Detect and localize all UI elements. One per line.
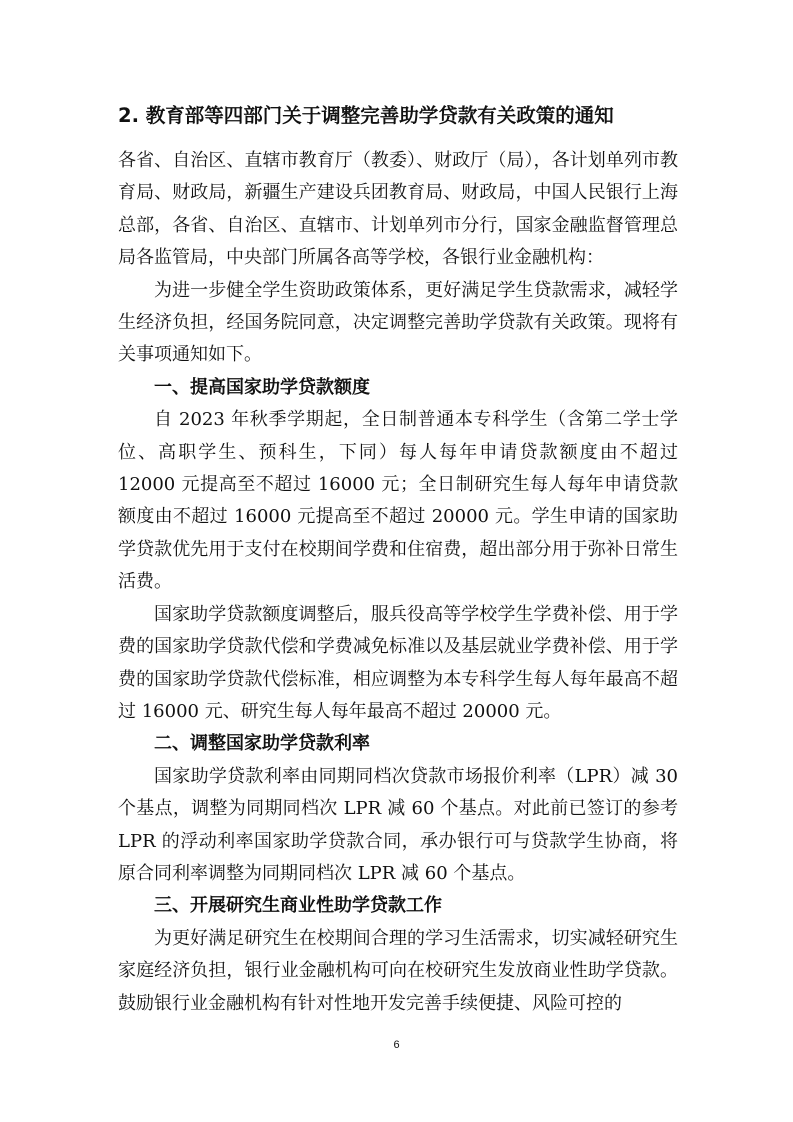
section-1-paragraph-1: 自 2023 年秋季学期起，全日制普通本专科学生（含第二学士学位、高职学生、预科生，下同）每人每年申请贷款额度由不超过 12000 元提高至不超过 16000 元；全日制研究生每人每年申请贷款额度由不超过 16000 元提高至不超过 20000 元。学生申请的国家助学贷款优先用于支付在校期间学费和住宿费，超出部分用于弥补日常生活费。 (118, 409, 678, 593)
section-heading-2: 二、调整国家助学贷款利率 (154, 733, 370, 755)
section-1-paragraph-2: 国家助学贷款额度调整后，服兵役高等学校学生学费补偿、用于学费的国家助学贷款代偿和学费减免标准以及基层就业学费补偿、用于学费的国家助学贷款代偿标准，相应调整为本专科学生每人每年最高不超过 16000 元、研究生每人每年最高不超过 20000 元。 (118, 603, 678, 722)
section-heading-3: 三、开展研究生商业性助学贷款工作 (154, 895, 442, 917)
section-heading-1: 一、提高国家助学贷款额度 (154, 376, 370, 398)
section-2-paragraph-1: 国家助学贷款利率由同期同档次贷款市场报价利率（LPR）减 30 个基点，调整为同期同档次 LPR 减 60 个基点。对此前已签订的参考 LPR 的浮动利率国家助学贷款合同，承办银行可与贷款学生协商，将原合同利率调整为同期同档次 LPR 减 60 个基点。 (118, 765, 678, 884)
document-body (118, 145, 678, 1020)
salutation-paragraph: 各省、自治区、直辖市教育厅（教委）、财政厅（局），各计划单列市教育局、财政局，新疆生产建设兵团教育局、财政局，中国人民银行上海总部，各省、自治区、直辖市、计划单列市分行，国家金融监督管理总局各监管局，中央部门所属各高等学校，各银行业金融机构： (118, 150, 678, 269)
intro-paragraph: 为进一步健全学生资助政策体系，更好满足学生贷款需求，减轻学生经济负担，经国务院同意，决定调整完善助学贷款有关政策。现将有关事项通知如下。 (118, 279, 678, 366)
document-title: 2. 教育部等四部门关于调整完善助学贷款有关政策的通知 (118, 104, 614, 127)
page-number: 6 (393, 1039, 400, 1051)
section-3-paragraph-1: 为更好满足研究生在校期间合理的学习生活需求，切实减轻研究生家庭经济负担，银行业金融机构可向在校研究生发放商业性助学贷款。鼓励银行业金融机构有针对性地开发完善手续便捷、风险可控的 (118, 927, 678, 1014)
